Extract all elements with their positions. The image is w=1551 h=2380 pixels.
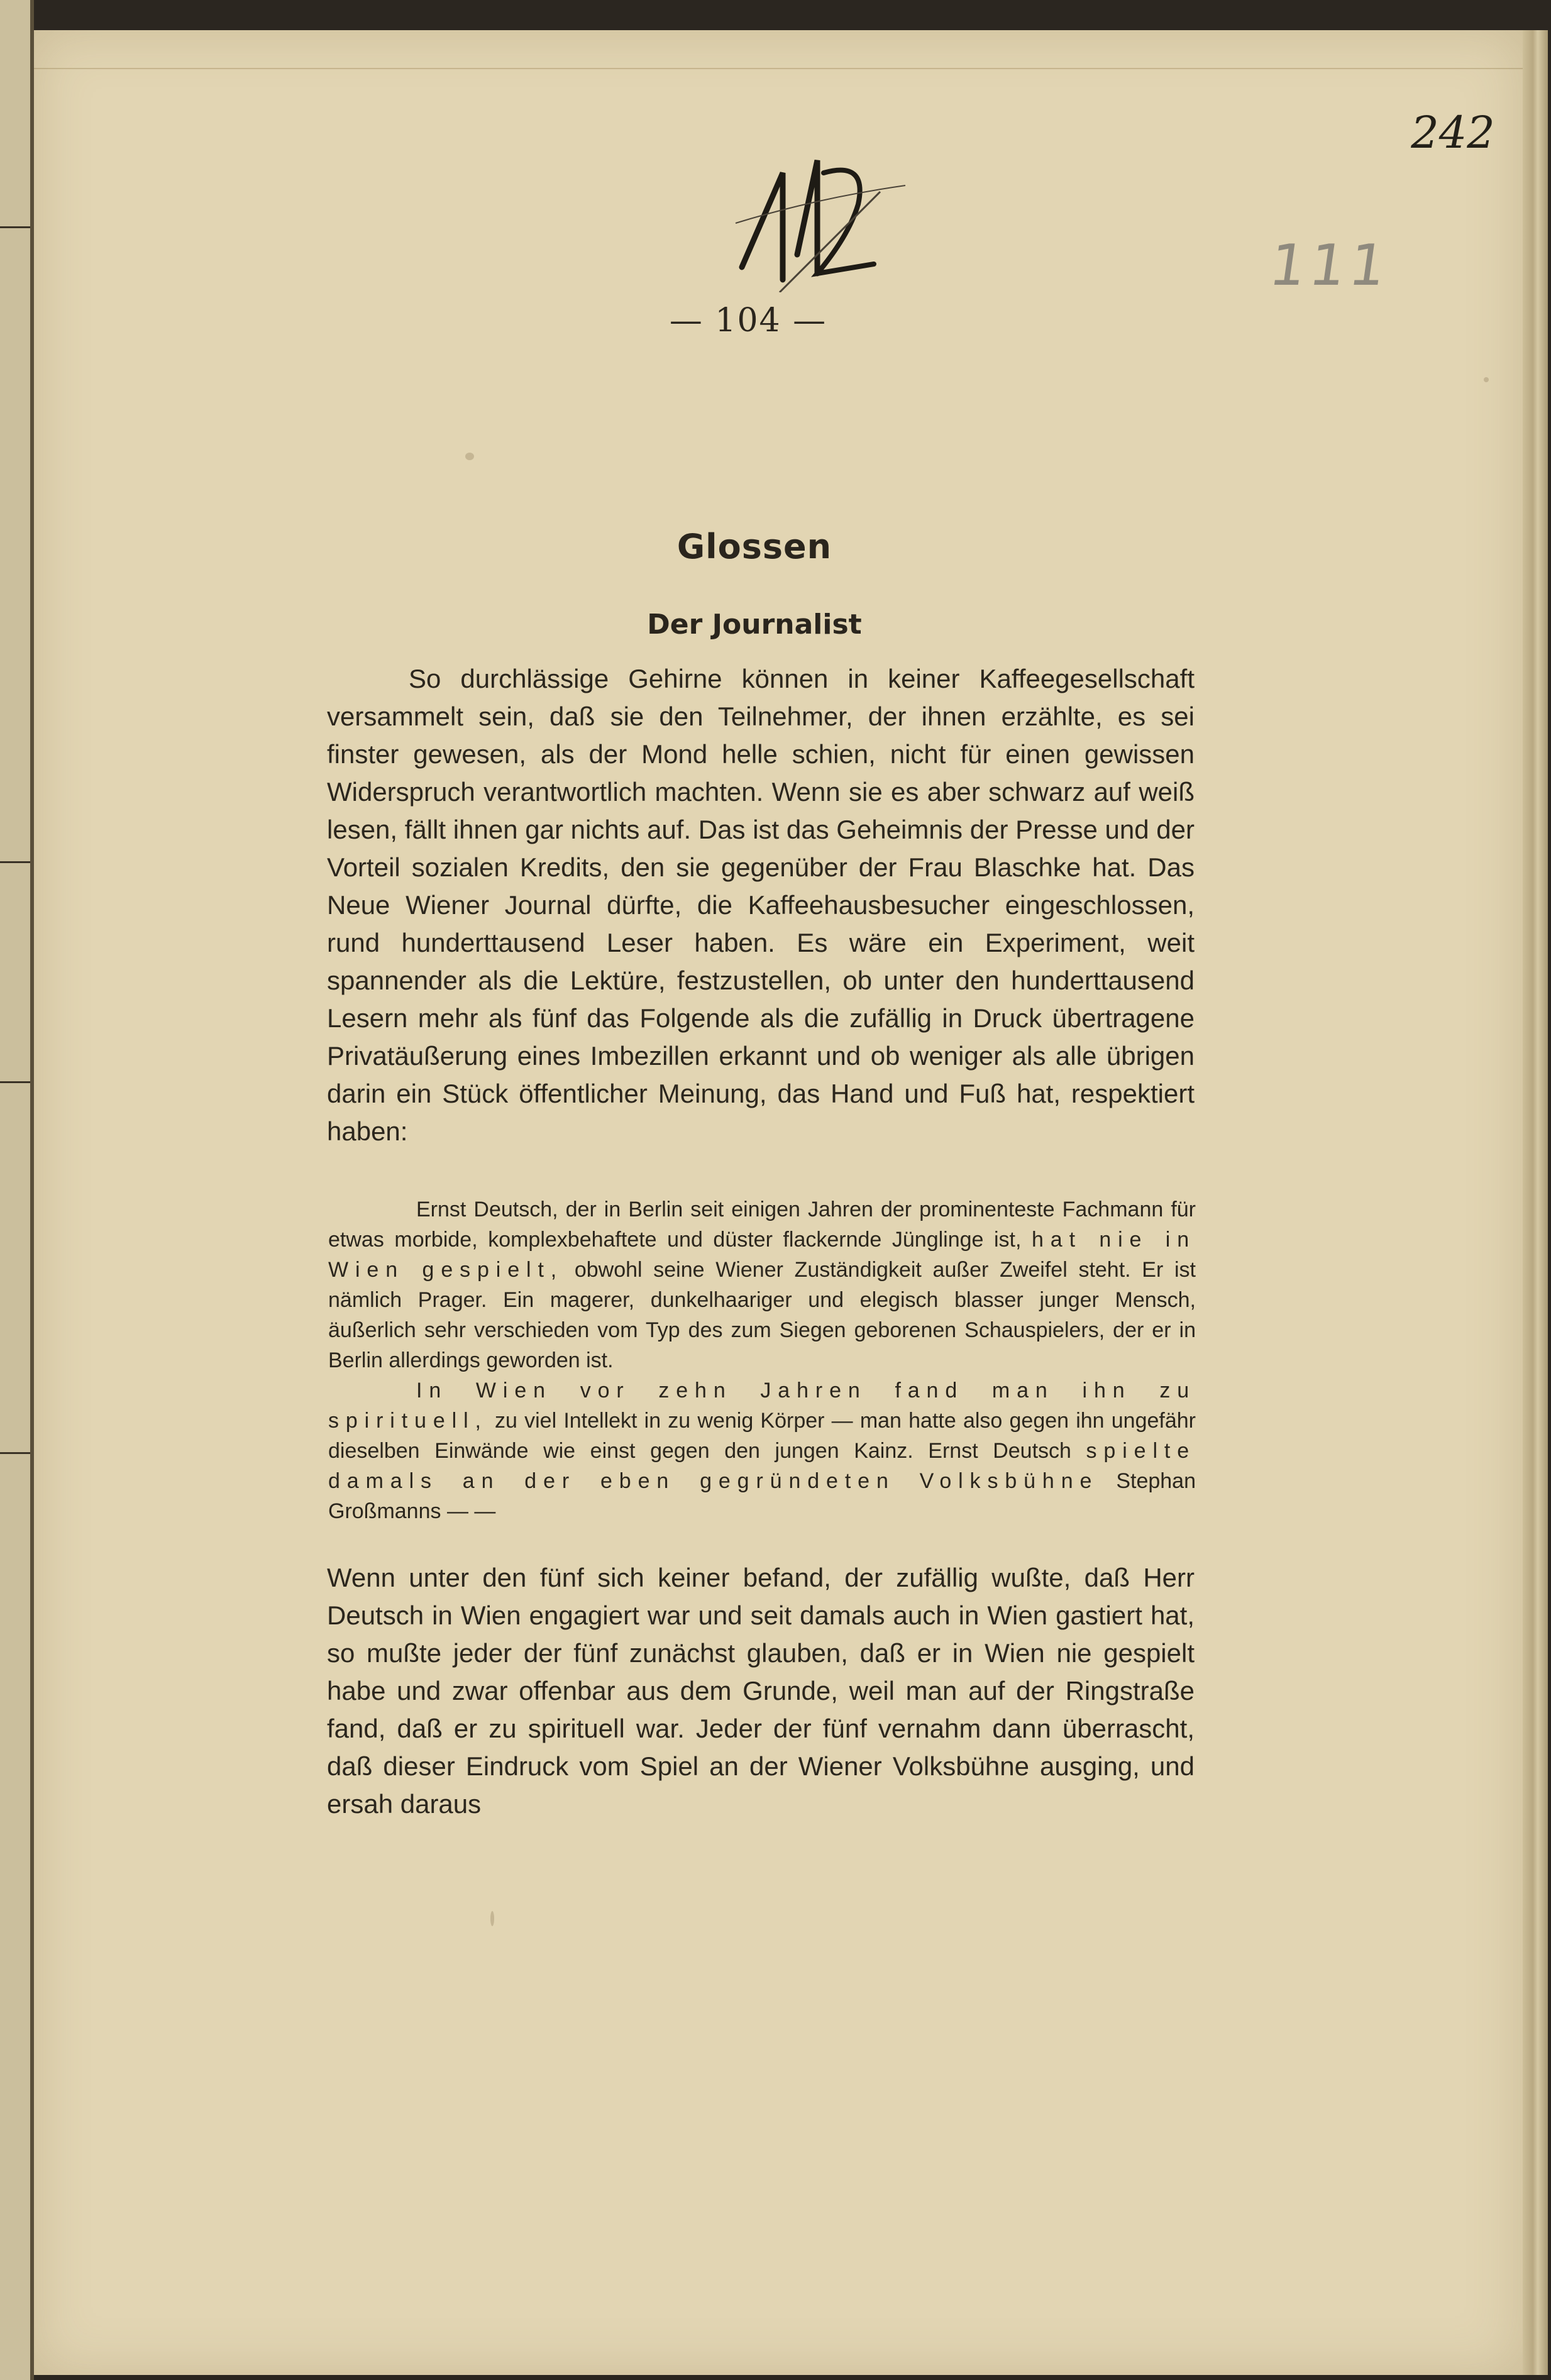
continuation-paragraph: Wenn unter den fünf sich keiner befand, der zufällig wußte, daß Herr Deutsch in Wien engagiert war und seit damals auch in Wien gastiert hat, so mußte jeder der fünf zunächst glauben, daß er in Wien nie gespielt habe und zwar offenbar aus dem Grunde, weil man auf der Ringstraße fand, daß er zu spirituell war. Jeder der fünf vernahm dann überrascht, daß dieser Eindruck vom Spiel an der Wiener Volksbühne ausging, und ersah daraus — [327, 1563, 1195, 1819]
paper-spot — [465, 453, 474, 460]
margin-tick — [0, 1081, 30, 1083]
quote-spaced-text: spielte damals an der eben gegründeten Volksbühne — [328, 1439, 1196, 1493]
page-stack-edge — [1523, 30, 1548, 2375]
continuation-block — [327, 1559, 1195, 1823]
quote-text: Ernst Deutsch, der in Berlin seit einigen Jahren der prominenteste Fachmann für etwas morbide, komplexbehaftete und düster flackernde Jünglinge ist, — [328, 1198, 1196, 1252]
paper-spot — [490, 1911, 494, 1926]
archive-number: 242 — [1411, 107, 1495, 158]
article-title: Der Journalist — [647, 609, 862, 641]
quote-paragraph-2 — [328, 1375, 1196, 1526]
margin-tick — [0, 861, 30, 863]
margin-tick — [0, 226, 30, 228]
quote-paragraph-1 — [328, 1194, 1196, 1375]
margin-tick — [0, 1452, 30, 1454]
main-paragraph: So durchlässige Gehirne können in keiner Kaffeegesellschaft versammelt sein, daß sie den Teilnehmer, der ihnen erzählte, es sei finster gewesen, als der Mond helle schien, nicht für einen gewissen Widerspruch verantwortlich machten. Wenn sie es aber schwarz auf weiß lesen, fällt ihnen gar nichts auf. Das ist das Geheimnis der Presse und der Vorteil sozialen Kredits, den sie gegenüber der Frau Blaschke hat. Das Neue Wiener Journal dürfte, die Kaffeehausbesucher eingeschlossen, rund hunderttausend Leser haben. Es wäre ein Experiment, weit spannender als die Lektüre, festzustellen, ob unter den hunderttausend Lesern mehr als fünf das Folgende als die zufällig in Druck übertragene Privatäußerung eines Imbezillen erkannt und ob weniger als alle übrigen darin ein Stück öffentlicher Meinung, das Hand und Fuß hat, respektiert haben: — [327, 664, 1195, 1146]
quote-text: zu viel Intellekt in zu wenig Körper — man hatte also gegen ihn ungefähr dieselben Einwände wie einst gegen den jungen Kainz. Ernst Deutsch — [328, 1409, 1196, 1463]
pencil-number: 111 — [1265, 233, 1394, 299]
quote-spaced-text: hat nie in Wien gespielt, — [328, 1228, 1196, 1282]
adjacent-page-edge — [0, 0, 30, 2380]
section-heading: Glossen — [676, 527, 832, 566]
quote-spaced-text: In Wien vor zehn Jahren fand man ihn zu spirituell, — [328, 1379, 1196, 1433]
page-number: — 104 — — [669, 302, 827, 339]
paper-spot — [1484, 377, 1489, 382]
quoted-excerpt — [328, 1194, 1196, 1526]
handwritten-ink-number-icon — [723, 148, 912, 292]
quote-text: obwohl seine Wiener Zuständigkeit außer Zweifel steht. Er ist nämlich Prager. Ein magerer, dunkelhaariger und elegisch blasser junger Mensch, äußerlich sehr verschieden vom Typ des zum Siegen geborenen Schauspielers, der er in Berlin allerdings geworden ist. — [328, 1258, 1196, 1372]
quote-text: Stephan Großmanns — — — [328, 1469, 1196, 1523]
main-paragraph-block — [327, 660, 1195, 1150]
page-fold-line — [34, 68, 1523, 69]
